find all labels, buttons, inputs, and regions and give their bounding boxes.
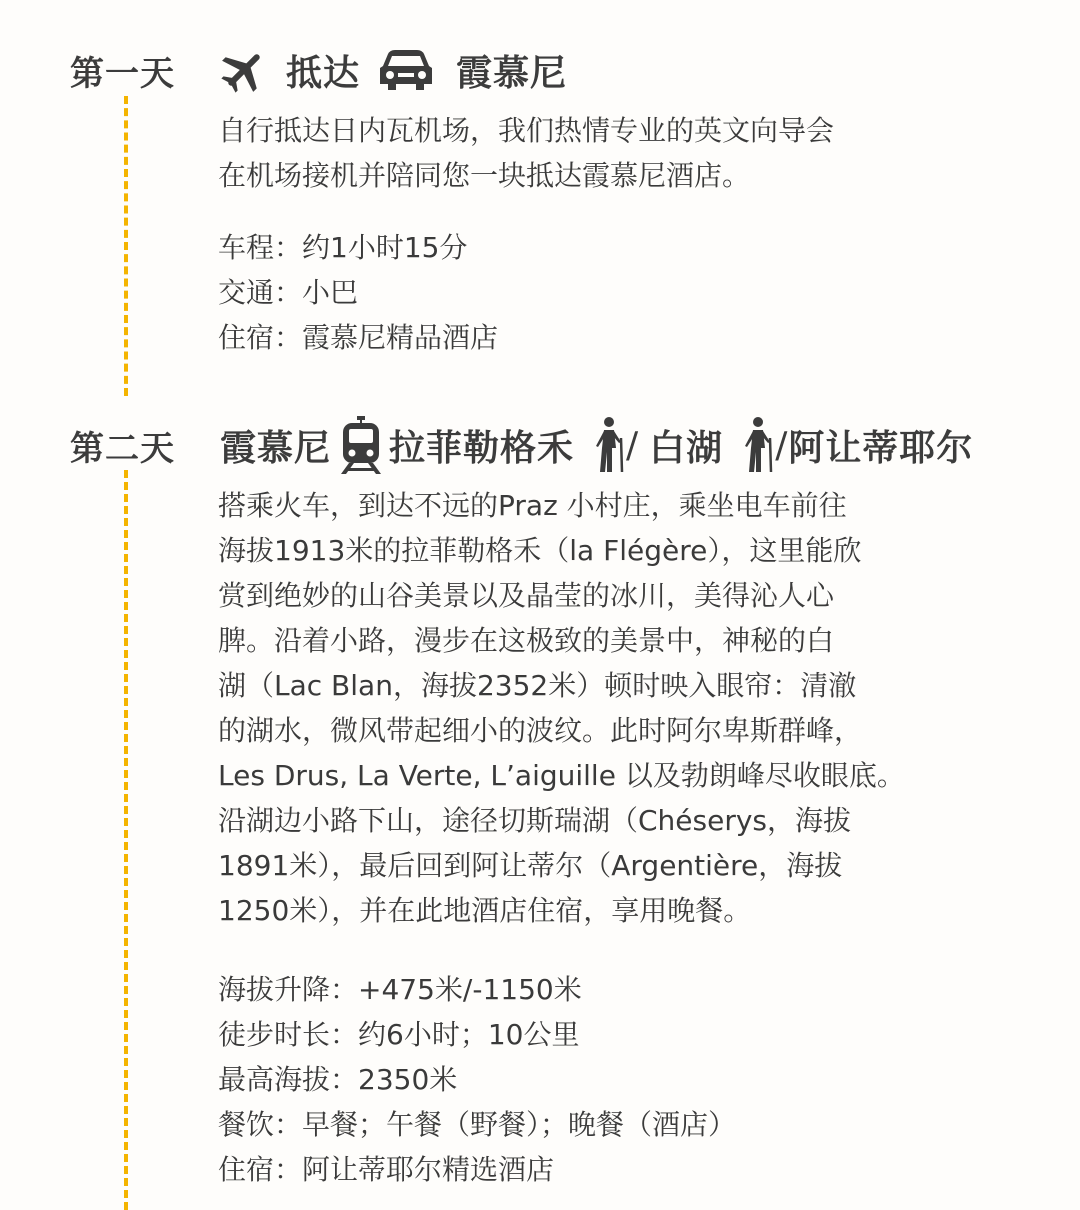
day2-info-elevation-change: 海拔升降：+475米/-1150米 <box>218 973 582 1006</box>
day2-info-meals: 餐饮：早餐；午餐（野餐）；晚餐（酒店） <box>218 1108 737 1141</box>
day2-desc-line: 海拔1913米的拉菲勒格禾（la Flégère），这里能欣 <box>218 534 862 567</box>
day1-desc-line: 在机场接机并陪同您一块抵达霞慕尼酒店。 <box>218 159 751 192</box>
day2-stop-argentiere: 阿让蒂耶尔 <box>788 427 974 469</box>
car-icon <box>378 48 434 92</box>
day1-description <box>218 108 1038 198</box>
day1-stop-arrive: 抵达 <box>286 52 361 94</box>
day2-stop-chamonix: 霞慕尼 <box>220 427 332 469</box>
day2-desc-line: 湖（Lac Blan，海拔2352米）顿时映入眼帘：清澈 <box>218 669 857 702</box>
day1-header <box>70 40 567 100</box>
day1-info-transport: 交通：小巴 <box>218 276 359 309</box>
timeline-line-day2 <box>124 470 128 1210</box>
day2-header <box>70 415 973 475</box>
airplane-icon <box>220 46 268 94</box>
day2-info-lodging: 住宿：阿让蒂耶尔精选酒店 <box>218 1153 555 1186</box>
hiker-icon <box>741 416 775 474</box>
day2-desc-line: 脾。沿着小路，漫步在这极致的美景中，神秘的白 <box>218 624 835 657</box>
day2-stop-la-flegere: 拉菲勒格禾 <box>389 427 575 469</box>
day2-separator: / <box>626 424 640 466</box>
day2-info <box>218 967 1038 1192</box>
day1-info <box>218 225 1038 360</box>
day1-label: 第一天 <box>70 53 175 94</box>
day1-info-lodging: 住宿：霞慕尼精品酒店 <box>218 321 499 354</box>
day2-separator: / <box>775 424 789 466</box>
hiker-icon <box>592 416 626 474</box>
day2-desc-line: 搭乘火车，到达不远的Praz 小村庄，乘坐电车前往 <box>218 489 847 522</box>
day2-info-hike-duration: 徒步时长：约6小时；10公里 <box>218 1018 580 1051</box>
day1-stop-chamonix: 霞慕尼 <box>456 52 568 94</box>
day2-info-max-elevation: 最高海拔：2350米 <box>218 1063 458 1096</box>
day2-desc-line: 赏到绝妙的山谷美景以及晶莹的冰川，美得沁人心 <box>218 579 835 612</box>
day2-stop-lac-blanc: 白湖 <box>649 427 724 469</box>
day2-description <box>218 483 1038 933</box>
day2-desc-line: 沿湖边小路下山，途径切斯瑞湖（Chéserys，海拔 <box>218 804 852 837</box>
day2-desc-line: 1250米），并在此地酒店住宿，享用晚餐。 <box>218 894 752 927</box>
day2-desc-line: 的湖水，微风带起细小的波纹。此时阿尔卑斯群峰， <box>218 714 863 747</box>
day2-desc-line: Les Drus, La Verte, L’aiguille 以及勃朗峰尽收眼底。 <box>218 759 905 792</box>
day1-desc-line: 自行抵达日内瓦机场，我们热情专业的英文向导会 <box>218 114 835 147</box>
timeline-line-day1 <box>124 96 128 396</box>
day2-desc-line: 1891米），最后回到阿让蒂尔（Argentière，海拔 <box>218 849 843 882</box>
train-icon <box>339 415 383 475</box>
day1-info-duration: 车程：约1小时15分 <box>218 231 468 264</box>
day2-label: 第二天 <box>70 428 175 469</box>
